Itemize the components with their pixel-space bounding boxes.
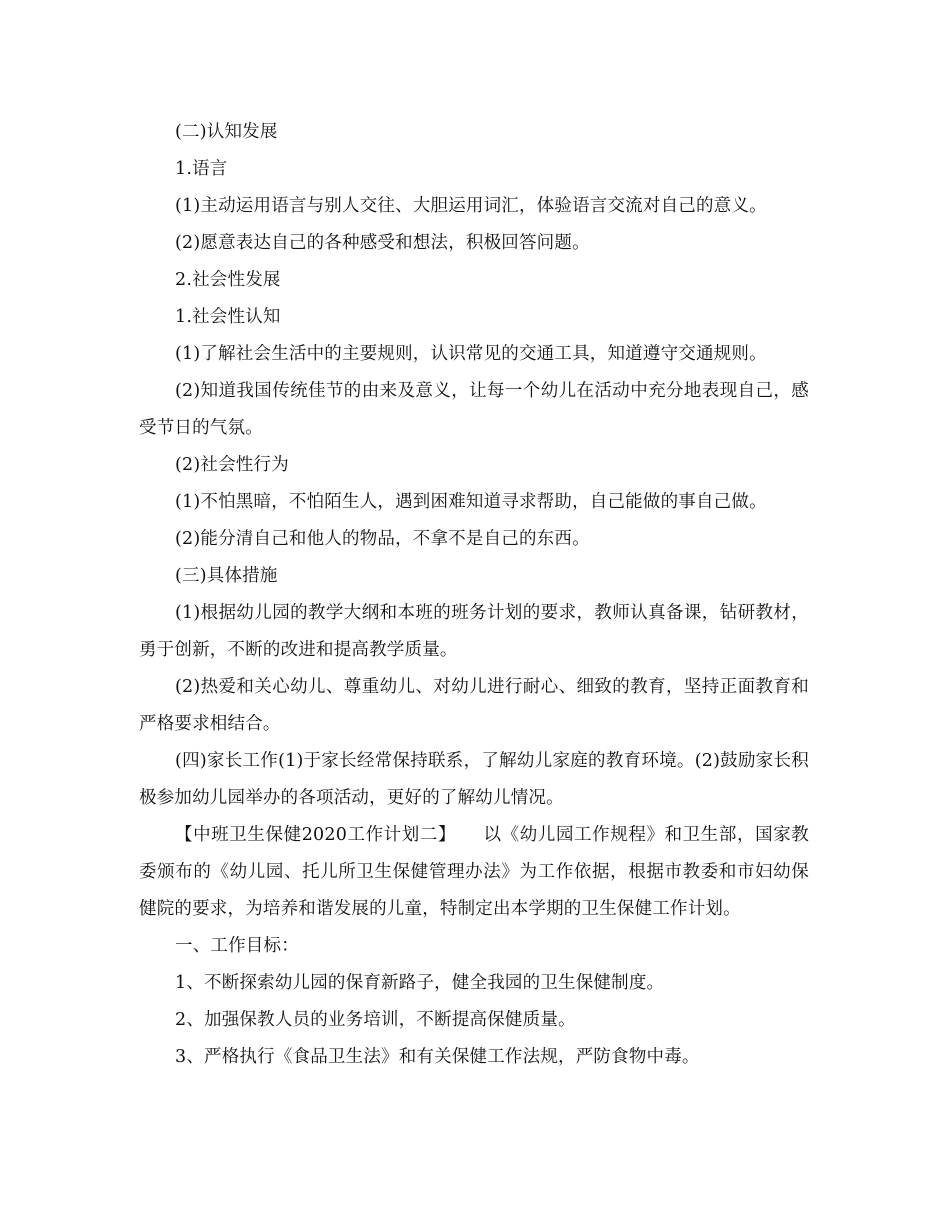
list-item: 3、严格执行《食品卫生法》和有关保健工作法规，严防食物中毒。 <box>175 1047 700 1067</box>
paragraph-plan-two-intro: 【中班卫生保健2020工作计划二】 以《幼儿园工作规程》和卫生部，国家教委颁布的《幼儿园、托儿所卫生保健管理办法》为工作依据，根据市教委和市妇幼保健院的要求，为培养和谐发展的儿童，特制定出本学期的卫生保健工作计划。 <box>139 825 809 919</box>
section-heading-cognitive: (二)认知发展 <box>175 122 278 142</box>
subheading-social-cognition: 1.社会性认知 <box>175 307 281 327</box>
subheading-language: 1.语言 <box>175 159 228 179</box>
document-body <box>139 114 809 1076</box>
list-item: 1、不断探索幼儿园的保育新路子，健全我园的卫生保健制度。 <box>175 973 665 993</box>
section-heading-goals: 一、工作目标： <box>175 936 299 956</box>
paragraph: (1)根据幼儿园的教学大纲和本班的班务计划的要求，教师认真备课，钻研教材，勇于创新，不断的改进和提高教学质量。 <box>139 603 809 660</box>
paragraph: (2)能分清自己和他人的物品，不拿不是自己的东西。 <box>175 529 590 549</box>
paragraph: (2)热爱和关心幼儿、尊重幼儿、对幼儿进行耐心、细致的教育，坚持正面教育和严格要求相结合。 <box>139 677 809 734</box>
paragraph: (2)知道我国传统佳节的由来及意义，让每一个幼儿在活动中充分地表现自己，感受节日的气氛。 <box>139 381 809 438</box>
section-heading-measures: (三)具体措施 <box>175 566 278 586</box>
subheading-social-behavior: (2)社会性行为 <box>175 455 289 475</box>
list-item: 2、加强保教人员的业务培训，不断提高保健质量。 <box>175 1010 576 1030</box>
paragraph-parent-work: (四)家长工作(1)于家长经常保持联系，了解幼儿家庭的教育环境。(2)鼓励家长积极参加幼儿园举办的各项活动，更好的了解幼儿情况。 <box>139 751 809 808</box>
paragraph: (1)了解社会生活中的主要规则，认识常见的交通工具，知道遵守交通规则。 <box>175 344 767 364</box>
subheading-social-development: 2.社会性发展 <box>175 270 281 290</box>
paragraph: (1)不怕黑暗，不怕陌生人，遇到困难知道寻求帮助，自己能做的事自己做。 <box>175 492 767 512</box>
paragraph: (1)主动运用语言与别人交往、大胆运用词汇，体验语言交流对自己的意义。 <box>175 196 767 216</box>
paragraph: (2)愿意表达自己的各种感受和想法，积极回答问题。 <box>175 233 590 253</box>
